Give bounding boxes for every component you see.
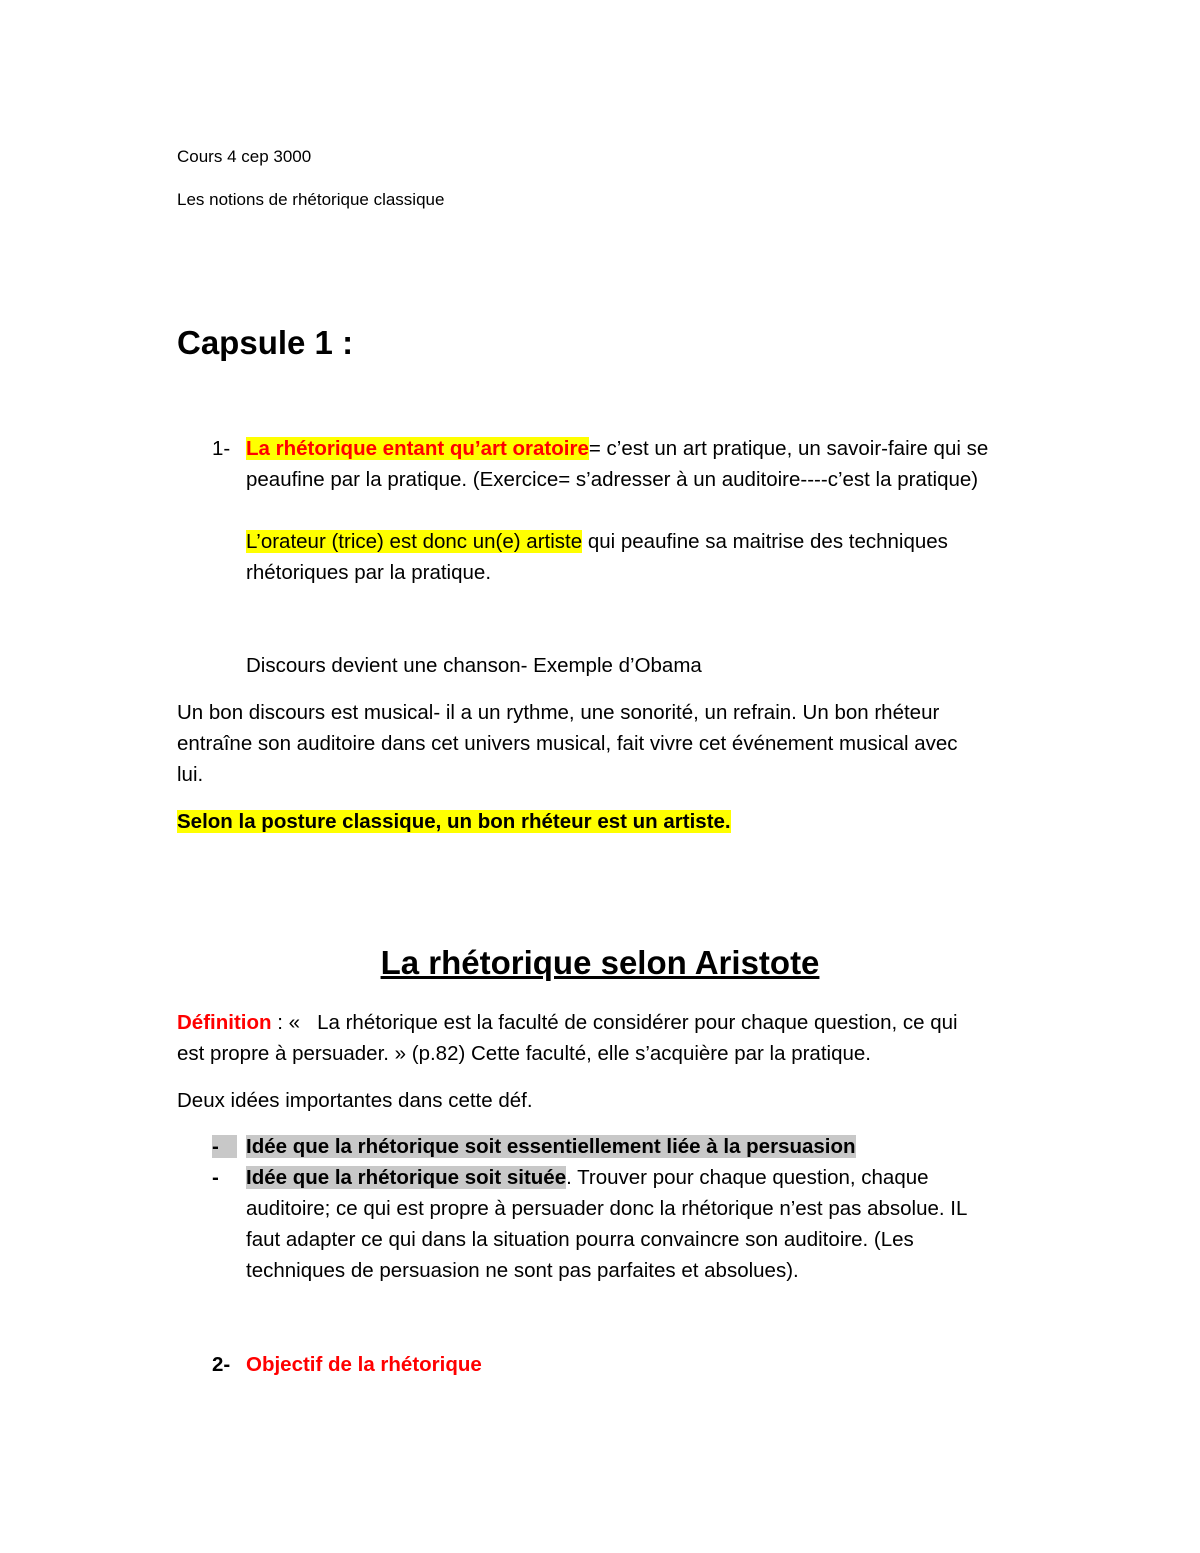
- course-line: Cours 4 cep 3000: [177, 147, 312, 166]
- conclusion-line: [177, 806, 731, 837]
- item1-line1-rest: = c’est un art pratique, un savoir-faire qui se: [588, 437, 989, 460]
- bullet-2-line4: techniques de persuasion ne sont pas parfaites et absolues).: [246, 1259, 799, 1282]
- definition-line1: [177, 1007, 958, 1038]
- orator-highlight: L’orateur (trice) est donc un(e) artiste: [246, 530, 583, 553]
- conclusion-highlight: Selon la posture classique, un bon rhéteur est un artiste.: [177, 810, 731, 833]
- item1-line1: [246, 433, 988, 464]
- bullet-marker-2: -: [212, 1166, 219, 1189]
- aristote-heading: La rhétorique selon Aristote: [380, 944, 820, 981]
- bullet-2-line2: auditoire; ce qui est propre à persuader donc la rhétorique n’est pas absolue. IL: [246, 1197, 968, 1220]
- bullet-2-highlight: Idée que la rhétorique soit située: [246, 1166, 567, 1189]
- two-ideas-line: Deux idées importantes dans cette déf.: [177, 1089, 533, 1112]
- song-line: Discours devient une chanson- Exemple d’Obama: [246, 654, 702, 677]
- item1-highlight: La rhétorique entant qu’art oratoire: [246, 437, 589, 460]
- orator-line1: [246, 526, 948, 557]
- musical-line-2: entraîne son auditoire dans cet univers musical, fait vivre cet événement musical avec: [177, 732, 958, 755]
- item2-label: Objectif de la rhétorique: [246, 1353, 482, 1376]
- item1-line2: peaufine par la pratique. (Exercice= s’adresser à un auditoire----c’est la pratique): [246, 468, 979, 491]
- list-number-1: 1-: [212, 437, 231, 460]
- bullet-2-line3: faut adapter ce qui dans la situation pourra convaincre son auditoire. (Les: [246, 1228, 914, 1251]
- capsule-heading: Capsule 1 :: [177, 324, 354, 361]
- musical-line-3: lui.: [177, 763, 204, 786]
- bullet-1-line: [246, 1131, 856, 1162]
- bullet-marker-1: -: [212, 1131, 237, 1162]
- bullet-1-highlight: Idée que la rhétorique soit essentiellement liée à la persuasion: [246, 1135, 856, 1158]
- definition-line2: est propre à persuader. » (p.82) Cette faculté, elle s’acquière par la pratique.: [177, 1042, 871, 1065]
- bullet-2-rest: . Trouver pour chaque question, chaque: [566, 1166, 929, 1189]
- document-subtitle: Les notions de rhétorique classique: [177, 190, 445, 209]
- definition-label: Définition: [177, 1011, 272, 1034]
- orator-line2: rhétoriques par la pratique.: [246, 561, 492, 584]
- definition-text: : « La rhétorique est la faculté de considérer pour chaque question, ce qui: [271, 1011, 958, 1034]
- list-number-2: 2-: [212, 1353, 231, 1376]
- bullet-2-line1: [246, 1162, 929, 1193]
- orator-rest: qui peaufine sa maitrise des techniques: [582, 530, 948, 553]
- musical-line-1: Un bon discours est musical- il a un rythme, une sonorité, un refrain. Un bon rhéteur: [177, 701, 940, 724]
